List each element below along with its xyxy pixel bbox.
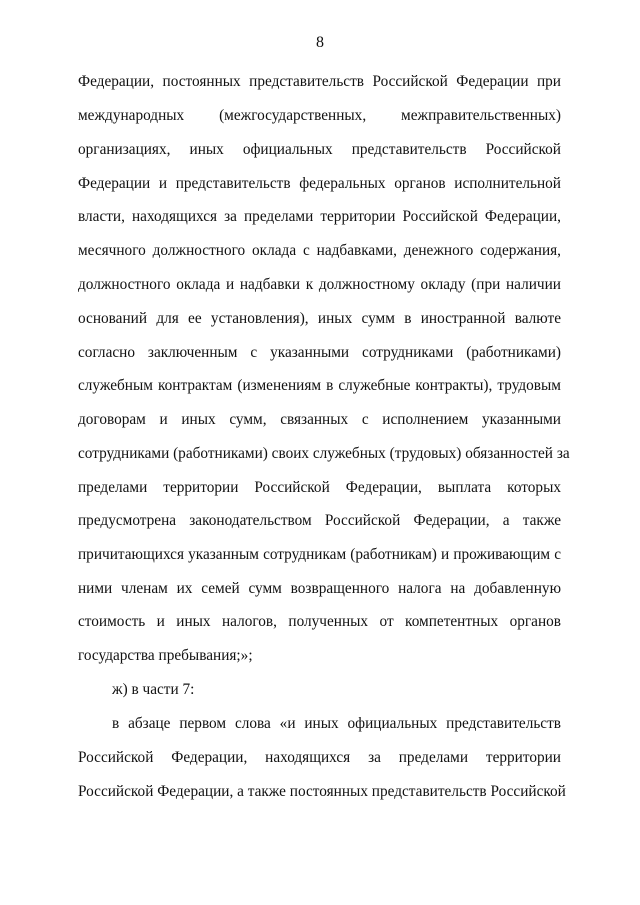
text-line: причитающихся указанным сотрудникам (работникам) и проживающим с [78,546,561,563]
text-line: ними членам их семей сумм возвращенного налога на добавленную [78,580,561,597]
text-line: месячного должностного оклада с надбавками, денежного содержания, [78,242,561,259]
text-line: сотрудниками (работниками) своих служебных (трудовых) обязанностей за [78,445,570,462]
text-line: организациях, иных официальных представительств Российской [78,141,561,158]
text-line: оснований для ее установления), иных сумм в иностранной валюте [78,310,561,327]
text-line: предусмотрена законодательством Российской Федерации, а также [78,512,561,529]
text-line: служебным контрактам (изменениям в служебные контракты), трудовым [78,377,561,394]
page-number: 8 [316,34,324,51]
text-line: пределами территории Российской Федерации, выплата которых [78,479,561,496]
text-line: Российской Федерации, а также постоянных представительств Российской [78,783,566,800]
text-line: власти, находящихся за пределами территории Российской Федерации, [78,208,561,225]
text-line: Федерации и представительств федеральных органов исполнительной [78,175,561,192]
text-line: международных (межгосударственных, межправительственных) [78,107,561,124]
text-line: договорам и иных сумм, связанных с исполнением указанными [78,411,561,428]
text-line: должностного оклада и надбавки к должностному окладу (при наличии [78,276,561,293]
paragraph-heading: ж) в части 7: [112,681,195,698]
text-line: согласно заключенным с указанными сотрудниками (работниками) [78,344,561,361]
text-line: стоимость и иных налогов, полученных от компетентных органов [78,613,561,630]
text-line: государства пребывания;»; [78,647,253,664]
text-line: Федерации, постоянных представительств Российской Федерации при [78,73,561,90]
text-line: в абзаце первом слова «и иных официальных представительств [112,715,561,732]
text-line: Российской Федерации, находящихся за пределами территории [78,749,561,766]
